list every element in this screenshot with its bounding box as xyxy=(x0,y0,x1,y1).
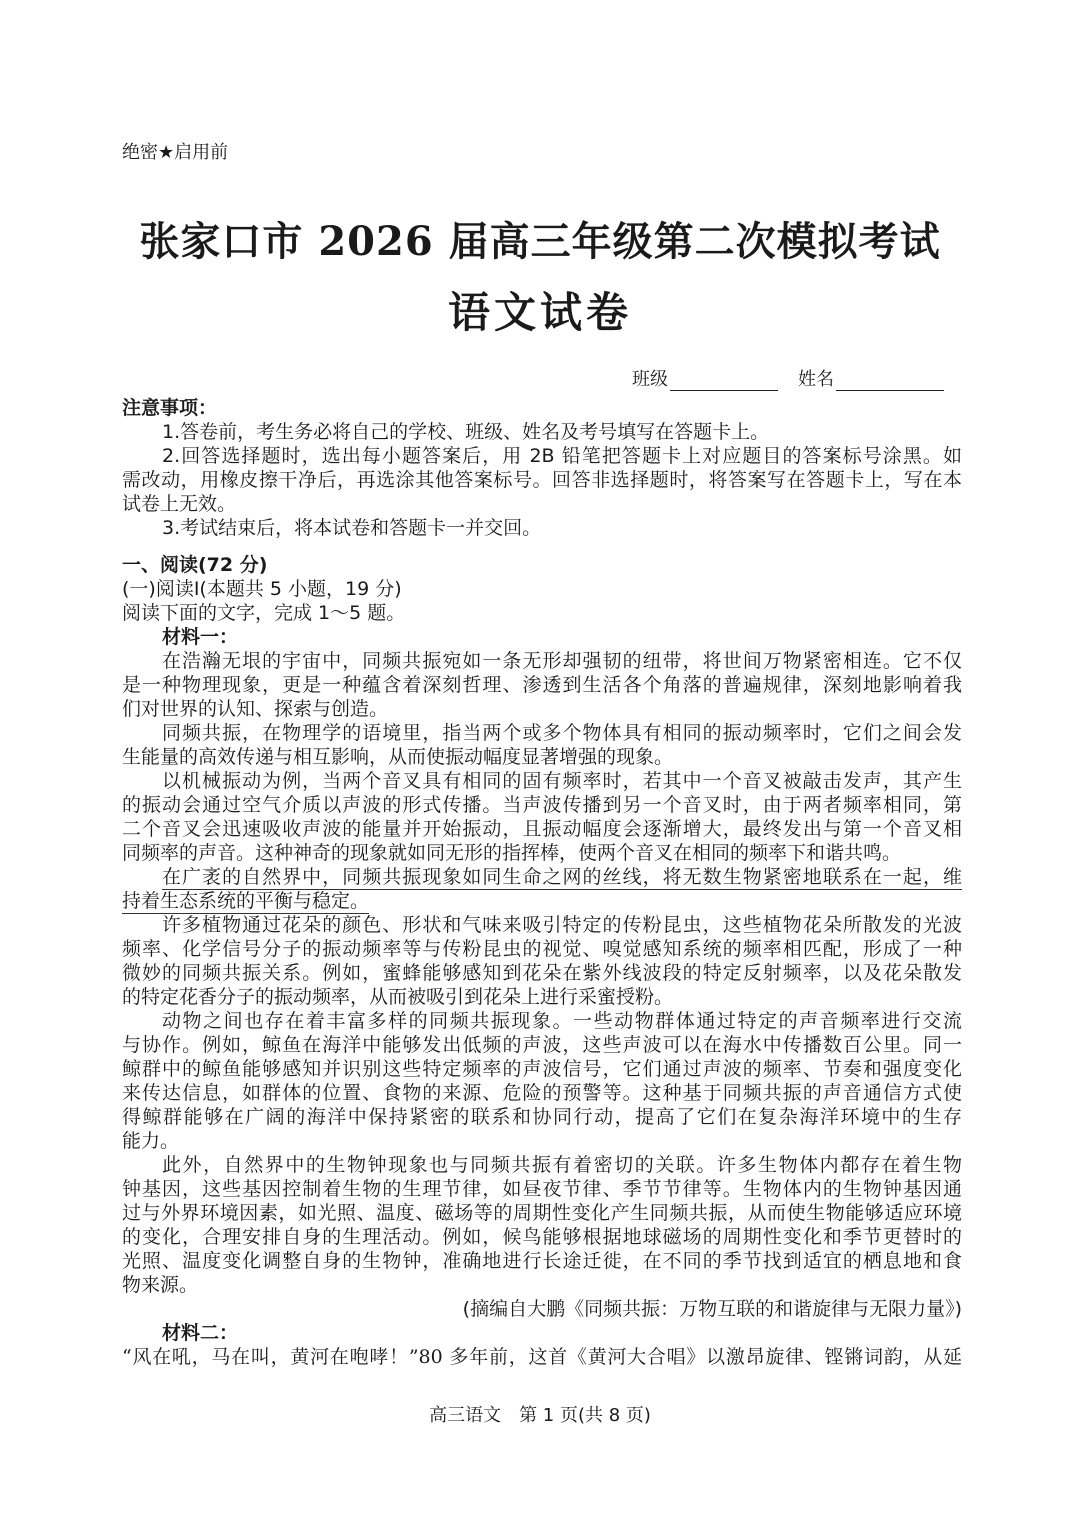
paragraph-line: 们对世界的认知、探索与创造。 xyxy=(122,698,389,720)
page-footer: 高三语文 第 1 页(共 8 页) xyxy=(429,1405,651,1426)
paragraph-line xyxy=(122,865,962,889)
class-blank[interactable] xyxy=(670,372,778,391)
underlined-text: 持着生态系统的平衡与稳定。 xyxy=(122,890,370,912)
material1-text xyxy=(122,649,962,1297)
paragraph-line: 的变化，合理安排自身的生理活动。例如，候鸟能够根据地球磁场的周期性变化和季节更替时的 xyxy=(122,1226,962,1248)
class-field[interactable] xyxy=(632,365,778,391)
material2-first-line: “风在吼，马在叫，黄河在咆哮！”80 多年前，这首《黄河大合唱》以激昂旋律、铿锵词韵，从延 xyxy=(122,1346,962,1368)
notice-line: 试卷上无效。 xyxy=(122,493,237,515)
reading-instruction: 阅读下面的文字，完成 1～5 题。 xyxy=(122,602,406,624)
paragraph-line: 光照、温度变化调整自身的生物钟，准确地进行长途迁徙，在不同的季节找到适宜的栖息地和食 xyxy=(122,1250,962,1272)
section-heading: 一、阅读(72 分) xyxy=(122,554,268,576)
paragraph-line: 微妙的同频共振关系。例如，蜜蜂能够感知到花朵在紫外线波段的特定反射频率，以及花朵散发 xyxy=(122,962,962,984)
paragraph-line: 过与外界环境因素，如光照、温度、磁场等的周期性变化产生同频共振，从而使生物能够适应环境 xyxy=(122,1202,962,1224)
name-label: 姓名 xyxy=(798,369,834,390)
paragraph-line: 同频率的声音。这种神奇的现象就如同无形的指挥棒，使两个音叉在相同的频率下和谐共鸣。 xyxy=(122,842,902,864)
notice-list xyxy=(122,420,962,540)
student-info-line xyxy=(632,365,944,391)
paragraph-line: 此外，自然界中的生物钟现象也与同频共振有着密切的关联。许多生物体内都存在着生物 xyxy=(162,1154,962,1176)
paragraph-line: 在浩瀚无垠的宇宙中，同频共振宛如一条无形却强韧的纽带，将世间万物紧密相连。它不仅 xyxy=(162,650,962,672)
material2-label: 材料二： xyxy=(162,1322,239,1344)
paragraph-line: 鲸群中的鲸鱼能够感知并识别这些特定频率的声波信号，它们通过声波的频率、节奏和强度变化 xyxy=(122,1058,962,1080)
section-subheading: (一)阅读Ⅰ(本题共 5 小题，19 分) xyxy=(122,578,402,600)
material1-label: 材料一： xyxy=(162,626,239,648)
exam-title: 张家口市 2026 届高三年级第二次模拟考试 xyxy=(139,218,941,265)
paragraph-line: 是一种物理现象，更是一种蕴含着深刻哲理、渗透到生活各个角落的普遍规律，深刻地影响着我 xyxy=(122,674,962,696)
paragraph-line: 生能量的高效传递与相互影响，从而使振动幅度显著增强的现象。 xyxy=(122,746,674,768)
name-blank[interactable] xyxy=(836,372,944,391)
paragraph-line: 许多植物通过花朵的颜色、形状和气味来吸引特定的传粉昆虫，这些植物花朵所散发的光波 xyxy=(162,914,962,936)
paragraph-line: 与协作。例如，鲸鱼在海洋中能够发出低频的声波，这些声波可以在海水中传播数百公里。同一 xyxy=(122,1034,962,1056)
notice-line: 需改动，用橡皮擦干净后，再选涂其他答案标号。回答非选择题时，将答案写在答题卡上，写在本 xyxy=(122,469,962,491)
paragraph-line: 来传达信息，如群体的位置、食物的来源、危险的预警等。这种基于同频共振的声音通信方式使 xyxy=(122,1082,962,1104)
exam-subtitle: 语文试卷 xyxy=(447,288,632,337)
notice-line: 3.考试结束后，将本试卷和答题卡一并交回。 xyxy=(162,517,542,539)
name-field[interactable] xyxy=(798,365,944,391)
paragraph-line: 动物之间也存在着丰富多样的同频共振现象。一些动物群体通过特定的声音频率进行交流 xyxy=(162,1010,962,1032)
paragraph-line: 频率、化学信号分子的振动频率等与传粉昆虫的视觉、嗅觉感知系统的频率相匹配，形成了一种 xyxy=(122,938,962,960)
notice-line: 2.回答选择题时，选出每小题答案后，用 2B 铅笔把答题卡上对应题目的答案标号涂黑。如 xyxy=(162,445,962,467)
underlined-text: 在广袤的自然界中，同频共振现象如同生命之网的丝线，将无数生物紧密地联系在一起，维 xyxy=(162,866,962,888)
notice-heading: 注意事项： xyxy=(122,397,218,419)
paragraph-line: 的振动会通过空气介质以声波的形式传播。当声波传播到另一个音叉时，由于两者频率相同，第 xyxy=(122,794,962,816)
material1-source: (摘编自大鹏《同频共振：万物互联的和谐旋律与无限力量》) xyxy=(462,1298,962,1320)
paragraph-line: 以机械振动为例，当两个音叉具有相同的固有频率时，若其中一个音叉被敲击发声，其产生 xyxy=(162,770,962,792)
paragraph-line: 二个音叉会迅速吸收声波的能量并开始振动，且振动幅度会逐渐增大，最终发出与第一个音叉相 xyxy=(122,818,962,840)
class-label: 班级 xyxy=(632,369,668,390)
confidential-label: 绝密★启用前 xyxy=(122,142,229,163)
paragraph-line: 的特定花香分子的振动频率，从而被吸引到花朵上进行采蜜授粉。 xyxy=(122,986,674,1008)
paragraph-line: 物来源。 xyxy=(122,1274,199,1296)
paragraph-line: 同频共振，在物理学的语境里，指当两个或多个物体具有相同的振动频率时，它们之间会发 xyxy=(162,722,962,744)
paragraph-line: 钟基因，这些基因控制着生物的生理节律，如昼夜节律、季节节律等。生物体内的生物钟基因通 xyxy=(122,1178,962,1200)
paragraph-line xyxy=(122,889,962,913)
notice-line: 1.答卷前，考生务必将自己的学校、班级、姓名及考号填写在答题卡上。 xyxy=(162,421,770,443)
paragraph-line: 得鲸群能够在广阔的海洋中保持紧密的联系和协同行动，提高了它们在复杂海洋环境中的生存 xyxy=(122,1106,962,1128)
paragraph-line: 能力。 xyxy=(122,1130,180,1152)
exam-content xyxy=(122,396,962,1369)
